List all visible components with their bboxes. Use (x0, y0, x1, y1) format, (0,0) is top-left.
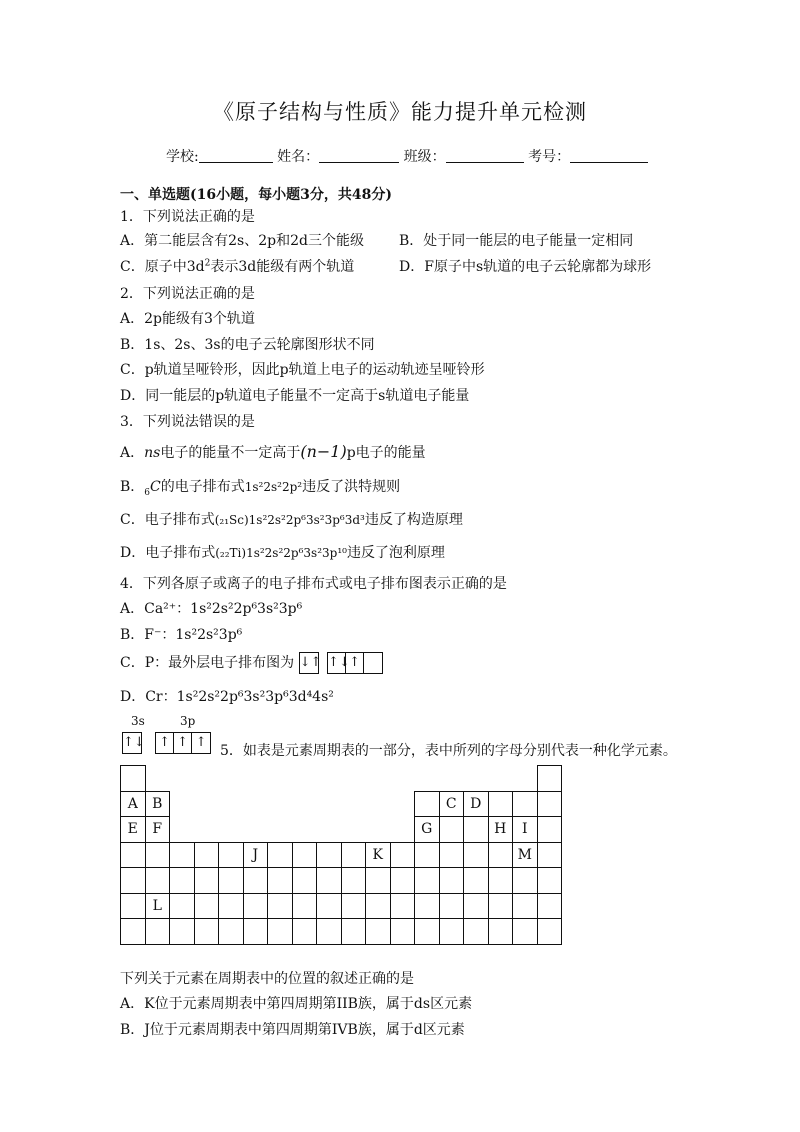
q3-option-d: D．电子排布式(₂₂Ti)1s²2s²2p⁶3s²3p¹⁰违反了泡利原理 (120, 545, 445, 561)
name-label: 姓名： (277, 149, 320, 165)
element-C: C (439, 791, 464, 817)
number-label: 考号： (528, 149, 571, 165)
orbital-3p-label: 3p (180, 714, 196, 728)
periodic-table (120, 765, 562, 945)
orbital-diagram (122, 732, 211, 754)
school-blank[interactable] (199, 148, 273, 163)
orbital-3s-box: ↑↓ (122, 732, 142, 754)
element-K: K (366, 842, 391, 868)
q2-option-c: C．p轨道呈哑铃形，因此p轨道上电子的运动轨迹呈哑铃形 (120, 362, 485, 378)
q4-option-d: D．Cr：1s²2s²2p⁶3s²3p⁶3d⁴4s² (120, 689, 334, 705)
student-info-line (166, 146, 648, 166)
q1-option-d: D．F原子中s轨道的电子云轮廓都为球形 (399, 259, 652, 275)
class-label: 班级： (403, 149, 446, 165)
element-G: G (415, 817, 440, 843)
element-A: A (121, 791, 146, 817)
element-E: E (121, 817, 146, 843)
q3-stem: 3．下列说法错误的是 (120, 414, 255, 430)
section-heading: 一、单选题(16小题，每小题3分，共48分) (120, 187, 392, 203)
element-M: M (513, 842, 538, 868)
school-label: 学校: (166, 149, 199, 165)
q2-option-b: B．1s、2s、3s的电子云轮廓图形状不同 (120, 337, 375, 353)
q4-option-c: C．P：最外层电子排布图为 ↓↑ ↑↓↑ (120, 652, 383, 674)
q1-option-b: B．处于同一能层的电子能量一定相同 (399, 233, 634, 249)
orbital-3p-box: ↑ ↑ ↑ (155, 732, 211, 754)
q1-stem: 1．下列说法正确的是 (120, 209, 255, 225)
element-F: F (145, 817, 170, 843)
number-blank[interactable] (570, 148, 648, 163)
page-title: 《原子结构与性质》能力提升单元检测 (213, 100, 587, 124)
q5-stem: 5．如表是元素周期表的一部分，表中所列的字母分别代表一种化学元素。 (220, 743, 677, 759)
class-blank[interactable] (446, 148, 524, 163)
q5-option-a: A．K位于元素周期表中第四周期第IIB族，属于ds区元素 (120, 996, 473, 1012)
q3-option-c: C．电子排布式(₂₁Sc)1s²2s²2p⁶3s²3p⁶3d³违反了构造原理 (120, 512, 463, 528)
element-I: I (513, 817, 538, 843)
q1-option-a: A．第二能层含有2s、2p和2d三个能级 (120, 233, 364, 249)
orbital-box-s: ↓↑ (299, 652, 319, 674)
q4-option-b: B．F⁻：1s²2s²3p⁶ (120, 627, 243, 643)
orbital-box-p: ↑↓↑ (327, 652, 383, 674)
q5-option-b: B．J位于元素周期表中第四周期第IVB族，属于d区元素 (120, 1022, 465, 1038)
q3-option-a: A．ns电子的能量不一定高于(n−1)p电子的能量 (120, 442, 426, 461)
element-J: J (243, 842, 268, 868)
element-B: B (145, 791, 170, 817)
element-D: D (464, 791, 489, 817)
q4-stem: 4．下列各原子或离子的电子排布式或电子排布图表示正确的是 (120, 576, 507, 592)
q2-option-a: A．2p能级有3个轨道 (120, 311, 255, 327)
q2-option-d: D．同一能层的p轨道电子能量不一定高于s轨道电子能量 (120, 388, 470, 404)
q5-question: 下列关于元素在周期表中的位置的叙述正确的是 (120, 971, 414, 987)
element-L: L (145, 893, 170, 919)
q2-stem: 2．下列说法正确的是 (120, 286, 255, 302)
q3-option-b: B．$_6$C的电子排布式1s²2s²2p²违反了洪特规则 (120, 479, 401, 498)
orbital-3s-label: 3s (131, 714, 145, 728)
element-H: H (488, 817, 513, 843)
name-blank[interactable] (319, 148, 399, 163)
q1-option-c: C．原子中$3d^2$表示3d能级有两个轨道 (120, 258, 355, 275)
q4-option-a: A．Ca²⁺：1s²2s²2p⁶3s²3p⁶ (120, 601, 303, 617)
